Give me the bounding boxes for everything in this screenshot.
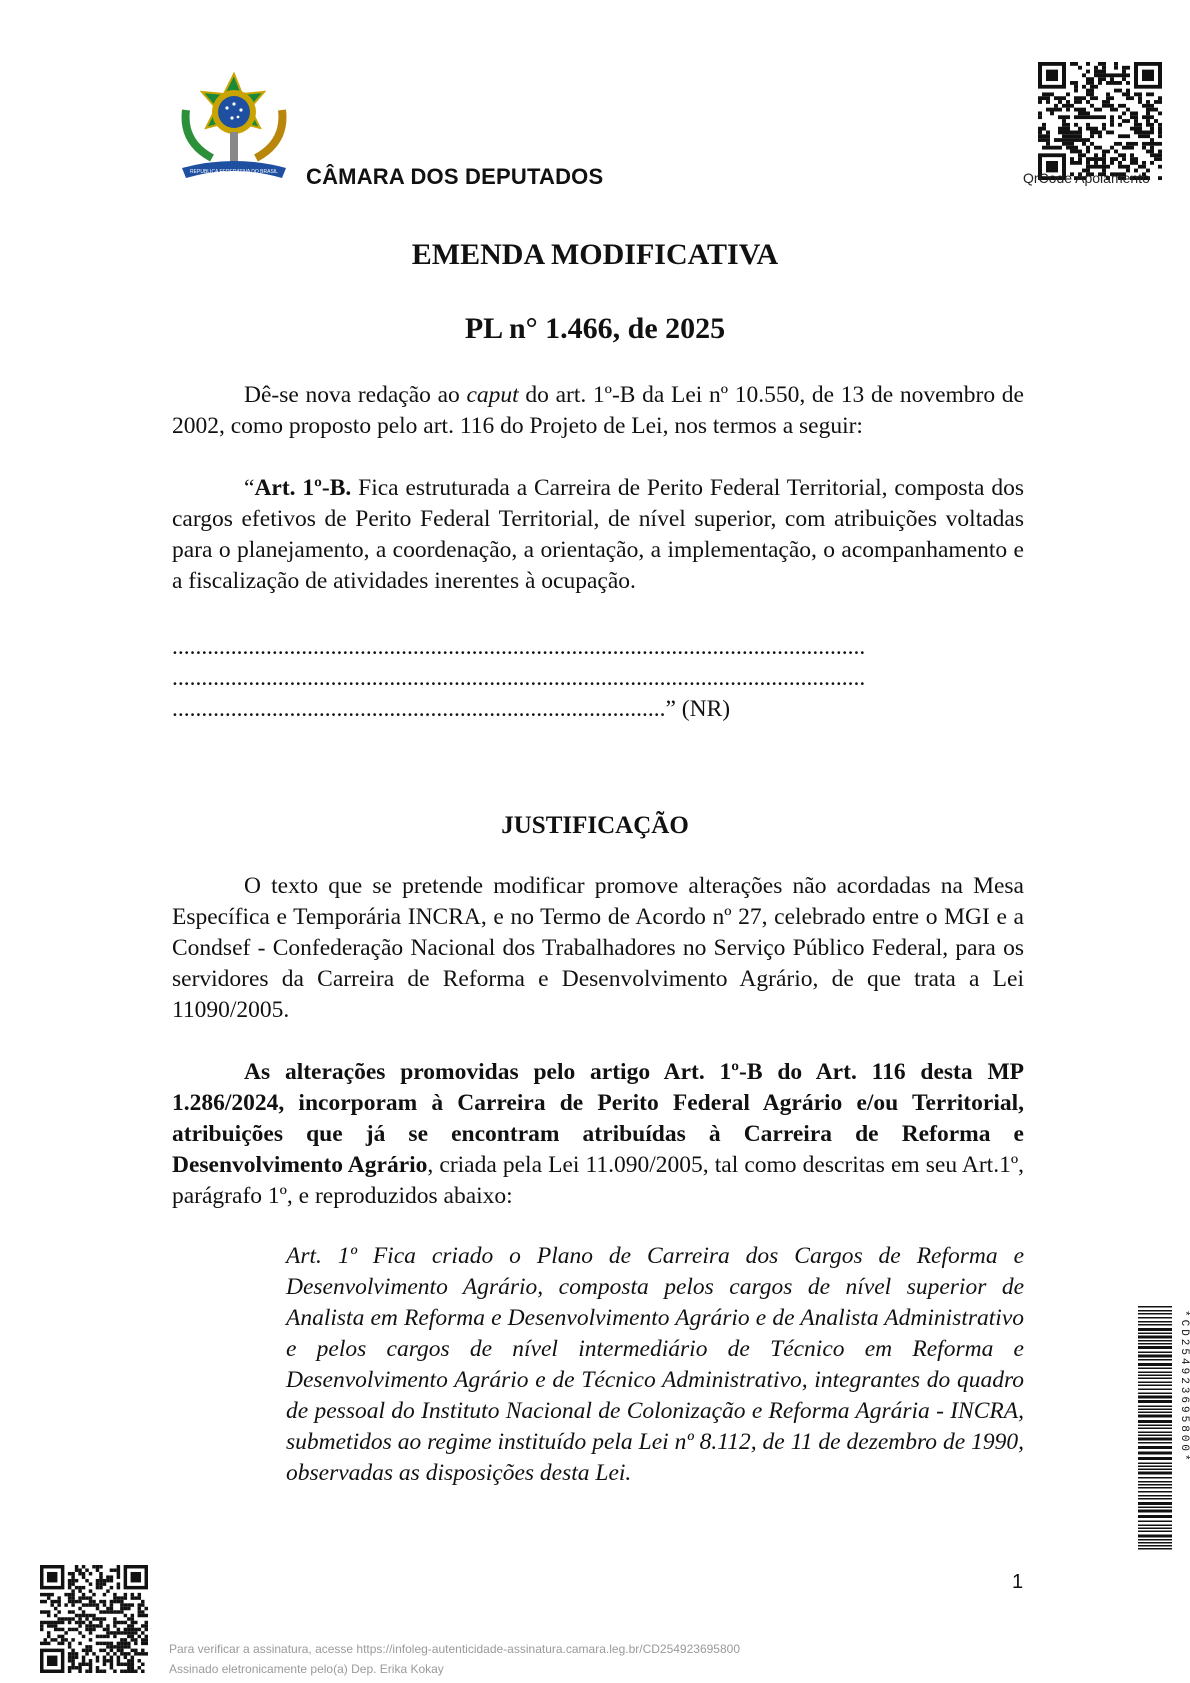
justification-paragraph-2: As alterações promovidas pelo artigo Art. 1º-B do Art. 116 desta MP 1.286/2024, incorporam à Carreira de Perito Federal Agrário e/ou Territorial, atribuições que já se encontram atribuídas à Carreira de Reforma e Desenvolvimento Agrário, criada pela Lei 11.090/2005, tal como descritas em seu Art.1º, parágrafo 1º, e reproduzidos abaixo: (172, 1059, 1024, 1209)
qr-code-label: QrCode Apoiamento (1023, 170, 1150, 186)
document-type-title: EMENDA MODIFICATIVA (411, 238, 779, 271)
verification-link[interactable]: Para verificar a assinatura, acesse https://infoleg-autenticidade-assinatura.camara.leg.br/CD254923695800 (169, 1642, 740, 1656)
ellipsis-line: ...................................................................................................................... (172, 665, 866, 691)
brazil-coat-of-arms-icon (172, 72, 296, 184)
document-barcode (1138, 1306, 1188, 1552)
article-label: Art. 1º-B. (254, 475, 352, 501)
ellipsis-line: ...................................................................................................................... (172, 634, 866, 660)
page-number: 1 (1012, 1571, 1024, 1593)
qr-code-icon (40, 1565, 148, 1673)
chamber-name: CÂMARA DOS DEPUTADOS (306, 164, 604, 189)
logo-text: REPUBLICA FEDERATIVA DO BRASIL (190, 169, 278, 175)
article-text: “Art. 1º-B. Fica estruturada a Carreira de Perito Federal Territorial, composta dos cargos efetivos de Perito Federal Territorial, de nível superior, com atribuições voltadas para o planejamento, a coordenação, a orientação, a implementação, o acompanhamento e a fiscalização de atividades inerentes à ocupação. (172, 475, 1024, 594)
amendment-instruction: Dê-se nova redação ao caput do art. 1º-B da Lei nº 10.550, de 13 de novembro de 2002, como proposto pelo art. 116 do Projeto de Lei, nos termos a seguir: (172, 382, 1024, 439)
signature-line: Assinado eletronicamente pelo(a) Dep. Erika Kokay (169, 1662, 444, 1676)
bill-number-title: PL n° 1.466, de 2025 (464, 312, 726, 345)
barcode-text: *CD254923695800* (1178, 1310, 1190, 1464)
coat-of-arms-logo (172, 72, 296, 184)
qr-code-support[interactable] (1038, 62, 1162, 180)
barcode-icon (1138, 1306, 1188, 1552)
qr-code-verification[interactable] (40, 1565, 148, 1673)
qr-code-icon (1038, 62, 1162, 180)
ellipsis-line-end: ....................................................................................” (NR) (172, 696, 731, 722)
quoted-law-article: Art. 1º Fica criado o Plano de Carreira dos Cargos de Reforma e Desenvolvimento Agrário, composta pelos cargos de nível superior de Analista em Reforma e Desenvolvimento Agrário e de Analista Administrativo e pelos cargos de nível intermediário de Técnico em Reforma e Desenvolvimento Agrário e de Técnico Administrativo, integrantes do quadro de pessoal do Instituto Nacional de Colonização e Reforma Agrária - INCRA, submetidos ao regime instituído pela Lei nº 8.112, de 11 de dezembro de 1990, observadas as disposições desta Lei. (286, 1243, 1024, 1486)
justification-heading: JUSTIFICAÇÃO (501, 812, 689, 839)
justification-paragraph-1: O texto que se pretende modificar promove alterações não acordadas na Mesa Específica e Temporária INCRA, e no Termo de Acordo nº 27, celebrado entre o MGI e a Condsef - Confederação Nacional dos Trabalhadores no Serviço Público Federal, para os servidores da Carreira de Reforma e Desenvolvimento Agrário, de que trata a Lei 11090/2005. (172, 873, 1024, 1023)
